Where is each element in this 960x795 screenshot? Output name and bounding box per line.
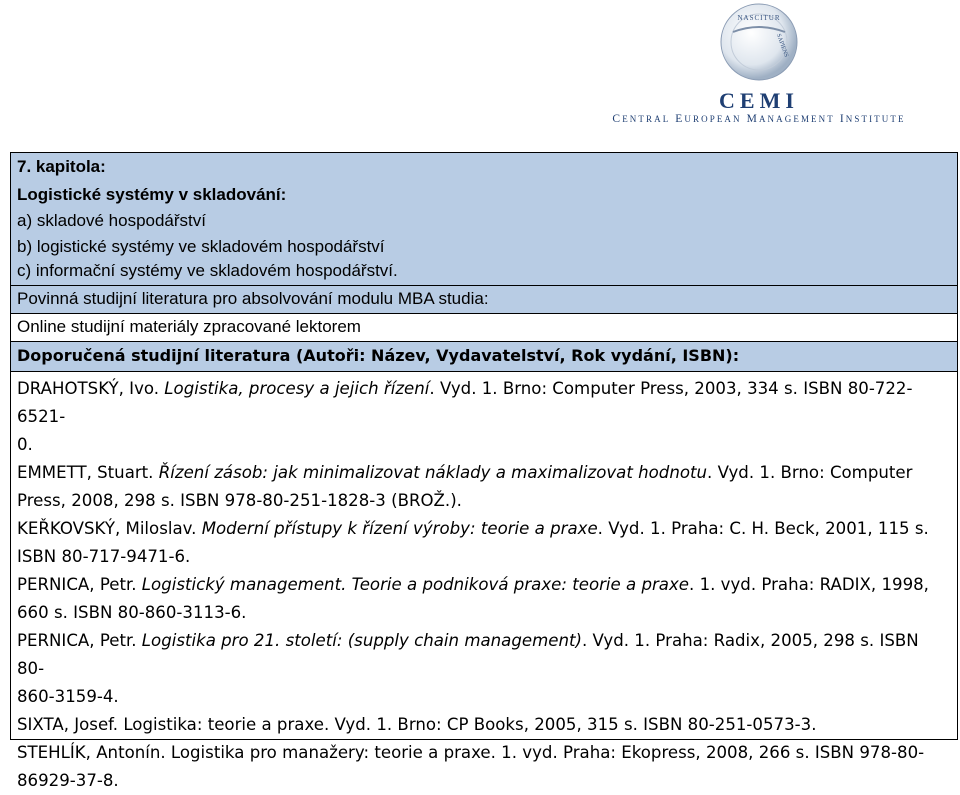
reference-item (17, 711, 937, 739)
chapter-block (11, 153, 957, 285)
reference-author: PERNICA, Petr. (17, 631, 142, 650)
recommended-literature-row (11, 342, 957, 372)
reference-item (17, 739, 937, 795)
reference-author: KEŘKOVSKÝ, Miloslav. (17, 519, 202, 538)
reference-author: STEHLÍK, Antonín. Logistika pro manažery: teorie a praxe. 1. vyd. Praha: Ekopress, 2008, 266 s. ISBN 978-80- (17, 743, 925, 762)
reference-title: Logistický management. Teorie a podniková praxe: teorie a praxe (141, 575, 690, 594)
reference-item (17, 571, 937, 627)
reference-title: Logistika, procesy a jejich řízení (164, 379, 430, 398)
reference-details-cont: 86929-37-8. (17, 771, 119, 790)
reference-title: Řízení zásob: jak minimalizovat náklady a maximalizovat hodnotu (158, 463, 708, 482)
reference-details-cont: ISBN 80-717-9471-6. (17, 547, 191, 566)
reference-details: . Vyd. 1. Praha: Radix, 2005, 298 s. ISBN 80- (17, 631, 919, 678)
chapter-item-c: c) informační systémy ve skladovém hospodářství. (17, 261, 398, 280)
reference-details-cont: Press, 2008, 298 s. ISBN 978-80-251-1828-3 (BROŽ.). (17, 491, 462, 510)
reference-author: PERNICA, Petr. (17, 575, 142, 594)
chapter-title: 7. kapitola: (17, 157, 106, 176)
required-text: Online studijní materiály zpracované lektorem (17, 317, 361, 336)
globe-seal-icon (719, 2, 799, 82)
reference-item (17, 459, 937, 515)
svg-text:NASCITUR: NASCITUR (737, 14, 781, 22)
syllabus-table (10, 152, 958, 790)
reference-details-cont: 660 s. ISBN 80-860-3113-6. (17, 603, 247, 622)
required-literature-row (11, 285, 957, 314)
cemi-acronym: CEMI (719, 88, 799, 113)
reference-details-cont: 860-3159-4. (17, 687, 119, 706)
reference-details-cont: 0. (17, 435, 33, 454)
reference-item (17, 627, 937, 711)
reference-item (17, 375, 937, 459)
chapter-item-a: a) skladové hospodářství (17, 211, 206, 230)
reference-item (17, 515, 937, 571)
svg-text:SAPIENS: SAPIENS (774, 33, 789, 59)
chapter-item-b: b) logistické systémy ve skladovém hospodářství (17, 237, 385, 256)
reference-author: EMMETT, Stuart. (17, 463, 159, 482)
reference-title: Logistika pro 21. století: (supply chain management) (141, 631, 582, 650)
reference-title: Moderní přístupy k řízení výroby: teorie a praxe (201, 519, 598, 538)
reference-author: SIXTA, Josef. Logistika: teorie a praxe. Vyd. 1. Brno: CP Books, 2005, 315 s. ISBN 80-251-0573-3. (17, 715, 817, 734)
reference-details: . 1. vyd. Praha: RADIX, 1998, (689, 575, 929, 594)
required-heading: Povinná studijní literatura pro absolvování modulu MBA studia: (17, 289, 489, 308)
reference-details: . Vyd. 1. Brno: Computer Press, 2003, 334 s. ISBN 80-722-6521- (17, 379, 913, 426)
institute-name: CENTRAL EUROPEAN MANAGEMENT INSTITUTE (612, 113, 906, 125)
reference-author: DRAHOTSKÝ, Ivo. (17, 379, 165, 398)
cemi-logo (583, 2, 935, 126)
reference-details: . Vyd. 1. Brno: Computer (707, 463, 913, 482)
online-materials-row (11, 314, 957, 342)
chapter-topic: Logistické systémy v skladování: (17, 185, 287, 204)
recommended-heading: Doporučená studijní literatura (Autoři: Název, Vydavatelství, Rok vydání, ISBN): (17, 346, 740, 365)
reference-details: . Vyd. 1. Praha: C. H. Beck, 2001, 115 s. (597, 519, 929, 538)
reference-list (17, 375, 937, 795)
